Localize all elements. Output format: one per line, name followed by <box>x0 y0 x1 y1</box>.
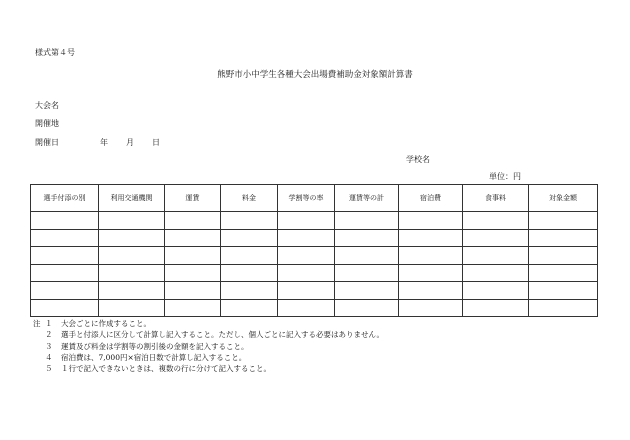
header-discount-rate: 学割等の率 <box>278 185 335 212</box>
table-cell[interactable] <box>529 282 598 300</box>
table-cell[interactable] <box>463 212 529 230</box>
table-row <box>31 229 598 247</box>
table-cell[interactable] <box>99 229 165 247</box>
header-lodging: 宿泊費 <box>399 185 463 212</box>
header-meals: 食事料 <box>463 185 529 212</box>
table-cell[interactable] <box>31 299 99 317</box>
table-cell[interactable] <box>463 299 529 317</box>
date-parts <box>100 137 160 148</box>
table-cell[interactable] <box>335 247 399 265</box>
table-cell[interactable] <box>31 282 99 300</box>
table-cell[interactable] <box>463 264 529 282</box>
table-cell[interactable] <box>335 212 399 230</box>
table-cell[interactable] <box>399 229 463 247</box>
table-cell[interactable] <box>165 212 221 230</box>
note-item: ２ 選手と付添人に区分して計算し記入すること。ただし、個人ごとに記入する必要はありません。 <box>45 330 384 340</box>
table-cell[interactable] <box>278 299 335 317</box>
table-row <box>31 282 598 300</box>
table-cell[interactable] <box>278 282 335 300</box>
header-athlete-attendant: 選手付添の別 <box>31 185 99 212</box>
note-item: ３ 運賃及び料金は学割等の割引後の金額を記入すること。 <box>45 341 249 351</box>
table-cell[interactable] <box>99 299 165 317</box>
notes-label: 注 <box>33 319 41 328</box>
table-cell[interactable] <box>278 247 335 265</box>
table-cell[interactable] <box>221 212 278 230</box>
table-cell[interactable] <box>529 299 598 317</box>
table-cell[interactable] <box>278 264 335 282</box>
table-cell[interactable] <box>221 264 278 282</box>
venue-label: 開催地 <box>35 119 59 128</box>
table-cell[interactable] <box>99 247 165 265</box>
table-cell[interactable] <box>278 212 335 230</box>
table-cell[interactable] <box>529 264 598 282</box>
table-cell[interactable] <box>165 247 221 265</box>
notes <box>33 318 384 374</box>
table-row <box>31 212 598 230</box>
table-cell[interactable] <box>31 212 99 230</box>
table-cell[interactable] <box>399 264 463 282</box>
unit-label: 単位：円 <box>489 172 521 181</box>
table-cell[interactable] <box>335 229 399 247</box>
table-cell[interactable] <box>335 299 399 317</box>
note-item: ４ 宿泊費は、7,000円×宿泊日数で計算し記入すること。 <box>45 352 247 362</box>
month-label: 月 <box>126 138 134 147</box>
table-cell[interactable] <box>335 282 399 300</box>
table-cell[interactable] <box>278 229 335 247</box>
table-row <box>31 247 598 265</box>
table-cell[interactable] <box>529 212 598 230</box>
header-transport: 利用交通機関 <box>99 185 165 212</box>
table-cell[interactable] <box>221 282 278 300</box>
school-name-label: 学校名 <box>406 155 430 164</box>
table-cell[interactable] <box>221 299 278 317</box>
table-cell[interactable] <box>221 229 278 247</box>
table-cell[interactable] <box>165 299 221 317</box>
header-target-amount: 対象金額 <box>529 185 598 212</box>
table-cell[interactable] <box>399 299 463 317</box>
table-cell[interactable] <box>463 229 529 247</box>
table-cell[interactable] <box>165 264 221 282</box>
day-label: 日 <box>152 138 160 147</box>
date-label: 開催日 <box>35 138 59 147</box>
header-charge: 料金 <box>221 185 278 212</box>
table-header-row <box>31 185 598 212</box>
table-cell[interactable] <box>529 229 598 247</box>
document-title: 熊野市小中学生各種大会出場費補助金対象額計算書 <box>217 70 413 80</box>
table-cell[interactable] <box>399 212 463 230</box>
table-cell[interactable] <box>335 264 399 282</box>
form-number: 様式第４号 <box>35 48 75 57</box>
table-cell[interactable] <box>165 282 221 300</box>
table-cell[interactable] <box>165 229 221 247</box>
header-fare: 運賃 <box>165 185 221 212</box>
table-cell[interactable] <box>31 264 99 282</box>
header-fare-total: 運賃等の計 <box>335 185 399 212</box>
table-cell[interactable] <box>463 247 529 265</box>
table-cell[interactable] <box>463 282 529 300</box>
year-label: 年 <box>100 138 108 147</box>
note-item: ５ １行で記入できないときは、複数の行に分けて記入すること。 <box>45 364 271 374</box>
table-cell[interactable] <box>399 282 463 300</box>
table-body <box>31 212 598 317</box>
table-row <box>31 264 598 282</box>
event-name-label: 大会名 <box>35 101 59 110</box>
note-item: 注 １ 大会ごとに作成すること。 <box>33 319 151 328</box>
table-cell[interactable] <box>31 229 99 247</box>
table-row <box>31 299 598 317</box>
table-cell[interactable] <box>99 264 165 282</box>
table-cell[interactable] <box>99 282 165 300</box>
table-cell[interactable] <box>221 247 278 265</box>
table-cell[interactable] <box>399 247 463 265</box>
table-cell[interactable] <box>99 212 165 230</box>
table-cell[interactable] <box>31 247 99 265</box>
table-cell[interactable] <box>529 247 598 265</box>
calculation-table <box>30 184 598 317</box>
